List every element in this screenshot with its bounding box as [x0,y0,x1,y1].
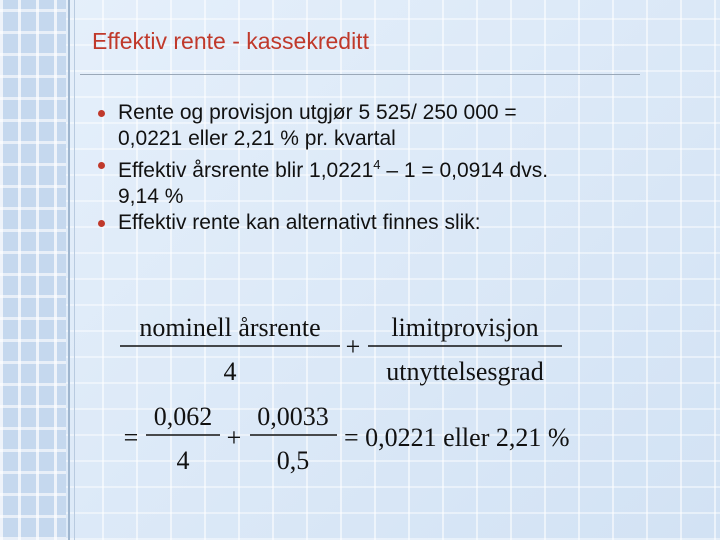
bullet-text: Effektiv rente kan alternativt finnes slik: [118,211,481,234]
fraction-numerator: nominell årsrente [139,313,321,342]
fraction-numerator: 0,0033 [257,402,329,431]
bullet-text: Rente og provisjon utgjør 5 525/ 250 000 = [118,101,517,124]
bullet-text: Effektiv årsrente blir 1,0221 [118,159,374,182]
bullet-text: – 1 = 0,0914 dvs. [380,159,549,182]
fraction-numerator: limitprovisjon [391,313,539,342]
bullet-text: 9,14 % [118,185,184,208]
slide-title: Effektiv rente - kassekreditt [92,28,369,54]
bullet-text: 0,0221 eller 2,21 % pr. kvartal [118,127,396,150]
plus-operator: + [226,423,242,452]
plus-operator: + [345,332,361,361]
fraction-denominator: 4 [176,446,190,475]
fraction-denominator: 4 [223,357,237,386]
fraction-denominator: 0,5 [276,446,310,475]
formula-result: = 0,0221 eller 2,21 % [344,423,570,452]
fraction-numerator: 0,062 [153,402,213,431]
exponent: 4 [373,157,381,172]
equals-operator: = [123,423,139,452]
fraction-denominator: utnyttelsesgrad [386,357,544,386]
